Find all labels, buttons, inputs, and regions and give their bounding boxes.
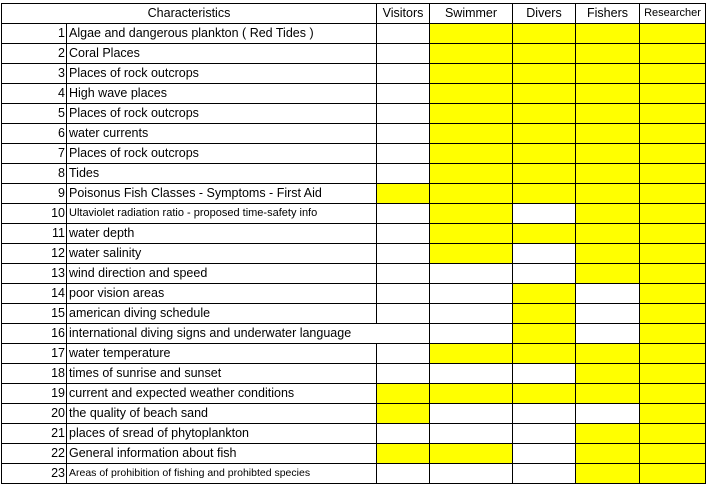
row-number: 22 xyxy=(2,444,67,464)
cell-swimmer-marked xyxy=(430,344,513,364)
cell-divers-empty xyxy=(513,264,576,284)
cell-swimmer-marked xyxy=(430,124,513,144)
cell-swimmer-empty xyxy=(430,284,513,304)
cell-swimmer-marked xyxy=(430,64,513,84)
cell-divers-empty xyxy=(513,364,576,384)
cell-fishers-marked xyxy=(576,424,640,444)
row-characteristic: Areas of prohibition of fishing and prohibted species xyxy=(67,464,377,484)
row-characteristic: General information about fish xyxy=(67,444,377,464)
row-characteristic: current and expected weather conditions xyxy=(67,384,377,404)
cell-visitors-empty xyxy=(377,164,430,184)
row-number: 12 xyxy=(2,244,67,264)
cell-swimmer-marked xyxy=(430,164,513,184)
table-row xyxy=(2,264,706,284)
cell-divers-marked xyxy=(513,184,576,204)
cell-swimmer-marked xyxy=(430,24,513,44)
row-number: 4 xyxy=(2,84,67,104)
row-characteristic: Ultaviolet radiation ratio - proposed time-safety info xyxy=(67,204,377,224)
table-row xyxy=(2,424,706,444)
row-characteristic: water temperature xyxy=(67,344,377,364)
cell-fishers-marked xyxy=(576,104,640,124)
cell-fishers-marked xyxy=(576,184,640,204)
cell-visitors-empty xyxy=(377,144,430,164)
table-row xyxy=(2,444,706,464)
cell-divers-marked xyxy=(513,144,576,164)
row-characteristic: wind direction and speed xyxy=(67,264,377,284)
cell-researcher-marked xyxy=(640,184,706,204)
cell-divers-marked xyxy=(513,24,576,44)
cell-divers-empty xyxy=(513,464,576,484)
row-number: 6 xyxy=(2,124,67,144)
cell-visitors-empty xyxy=(377,464,430,484)
table-row xyxy=(2,144,706,164)
cell-visitors-empty xyxy=(377,24,430,44)
cell-swimmer-marked xyxy=(430,444,513,464)
header-researcher: Researcher xyxy=(640,4,706,24)
row-number: 21 xyxy=(2,424,67,444)
cell-divers-marked xyxy=(513,164,576,184)
cell-divers-marked xyxy=(513,104,576,124)
cell-fishers-marked xyxy=(576,24,640,44)
cell-swimmer-marked xyxy=(430,204,513,224)
row-characteristic: water salinity xyxy=(67,244,377,264)
cell-fishers-marked xyxy=(576,224,640,244)
cell-divers-marked xyxy=(513,284,576,304)
cell-swimmer-empty xyxy=(430,404,513,424)
cell-fishers-empty xyxy=(576,404,640,424)
table-row xyxy=(2,384,706,404)
cell-visitors-empty xyxy=(377,44,430,64)
cell-visitors-empty xyxy=(377,344,430,364)
cell-divers-marked xyxy=(513,44,576,64)
row-number: 7 xyxy=(2,144,67,164)
row-number: 3 xyxy=(2,64,67,84)
cell-researcher-marked xyxy=(640,304,706,324)
row-characteristic: Places of rock outcrops xyxy=(67,64,377,84)
header-characteristics: Characteristics xyxy=(2,4,377,24)
cell-researcher-marked xyxy=(640,324,706,344)
cell-fishers-empty xyxy=(576,284,640,304)
cell-fishers-marked xyxy=(576,44,640,64)
cell-visitors-marked xyxy=(377,444,430,464)
row-characteristic: places of sread of phytoplankton xyxy=(67,424,377,444)
row-number: 9 xyxy=(2,184,67,204)
row-number: 1 xyxy=(2,24,67,44)
header-row xyxy=(2,4,706,24)
cell-divers-marked xyxy=(513,344,576,364)
cell-researcher-marked xyxy=(640,384,706,404)
cell-fishers-empty xyxy=(576,324,640,344)
table-row xyxy=(2,64,706,84)
cell-researcher-marked xyxy=(640,424,706,444)
row-number: 19 xyxy=(2,384,67,404)
row-characteristic: Coral Places xyxy=(67,44,377,64)
row-characteristic: Places of rock outcrops xyxy=(67,104,377,124)
cell-visitors-empty xyxy=(377,104,430,124)
table-row xyxy=(2,184,706,204)
cell-fishers-empty xyxy=(576,304,640,324)
row-characteristic: the quality of beach sand xyxy=(67,404,377,424)
cell-swimmer-empty xyxy=(430,424,513,444)
cell-divers-empty xyxy=(513,444,576,464)
cell-researcher-marked xyxy=(640,204,706,224)
row-number: 11 xyxy=(2,224,67,244)
cell-fishers-marked xyxy=(576,344,640,364)
cell-swimmer-empty xyxy=(430,364,513,384)
row-characteristic: times of sunrise and sunset xyxy=(67,364,377,384)
cell-visitors-empty xyxy=(377,64,430,84)
row-number: 10 xyxy=(2,204,67,224)
table-row xyxy=(2,104,706,124)
cell-fishers-marked xyxy=(576,84,640,104)
table-row xyxy=(2,244,706,264)
cell-visitors-marked xyxy=(377,184,430,204)
row-characteristic: Algae and dangerous plankton ( Red Tides ) xyxy=(67,24,377,44)
table-row xyxy=(2,344,706,364)
row-number: 20 xyxy=(2,404,67,424)
cell-researcher-marked xyxy=(640,124,706,144)
row-characteristic: High wave places xyxy=(67,84,377,104)
header-fishers: Fishers xyxy=(576,4,640,24)
cell-swimmer-marked xyxy=(430,244,513,264)
cell-fishers-marked xyxy=(576,264,640,284)
cell-fishers-marked xyxy=(576,364,640,384)
cell-visitors-empty xyxy=(377,284,430,304)
cell-researcher-marked xyxy=(640,144,706,164)
cell-researcher-marked xyxy=(640,264,706,284)
row-characteristic: Tides xyxy=(67,164,377,184)
row-number: 17 xyxy=(2,344,67,364)
table-row xyxy=(2,404,706,424)
cell-divers-empty xyxy=(513,204,576,224)
cell-fishers-marked xyxy=(576,464,640,484)
cell-visitors-empty xyxy=(377,364,430,384)
cell-visitors-marked xyxy=(377,404,430,424)
table-row xyxy=(2,124,706,144)
cell-divers-empty xyxy=(513,244,576,264)
row-characteristic: international diving signs and underwater language xyxy=(67,324,430,344)
cell-fishers-marked xyxy=(576,384,640,404)
cell-divers-marked xyxy=(513,324,576,344)
cell-divers-marked xyxy=(513,64,576,84)
cell-researcher-marked xyxy=(640,164,706,184)
cell-researcher-marked xyxy=(640,444,706,464)
cell-swimmer-marked xyxy=(430,384,513,404)
row-characteristic: water depth xyxy=(67,224,377,244)
cell-researcher-marked xyxy=(640,24,706,44)
cell-divers-empty xyxy=(513,404,576,424)
cell-visitors-empty xyxy=(377,84,430,104)
table-row xyxy=(2,464,706,484)
cell-swimmer-empty xyxy=(430,324,513,344)
cell-researcher-marked xyxy=(640,84,706,104)
cell-researcher-marked xyxy=(640,44,706,64)
cell-fishers-marked xyxy=(576,204,640,224)
cell-fishers-marked xyxy=(576,444,640,464)
cell-researcher-marked xyxy=(640,364,706,384)
table-row xyxy=(2,164,706,184)
row-number: 15 xyxy=(2,304,67,324)
row-number: 16 xyxy=(2,324,67,344)
cell-divers-marked xyxy=(513,84,576,104)
cell-visitors-empty xyxy=(377,224,430,244)
cell-visitors-empty xyxy=(377,124,430,144)
table-row xyxy=(2,364,706,384)
header-swimmer: Swimmer xyxy=(430,4,513,24)
row-number: 14 xyxy=(2,284,67,304)
cell-fishers-marked xyxy=(576,244,640,264)
row-characteristic: american diving schedule xyxy=(67,304,377,324)
cell-researcher-marked xyxy=(640,404,706,424)
cell-fishers-marked xyxy=(576,164,640,184)
cell-divers-marked xyxy=(513,384,576,404)
cell-swimmer-marked xyxy=(430,84,513,104)
row-characteristic: Poisonus Fish Classes - Symptoms - First Aid xyxy=(67,184,377,204)
row-characteristic: poor vision areas xyxy=(67,284,377,304)
cell-divers-marked xyxy=(513,124,576,144)
cell-swimmer-marked xyxy=(430,184,513,204)
row-number: 23 xyxy=(2,464,67,484)
table-body xyxy=(2,24,706,484)
table-row xyxy=(2,44,706,64)
characteristics-table xyxy=(1,3,706,484)
cell-divers-marked xyxy=(513,304,576,324)
row-number: 8 xyxy=(2,164,67,184)
cell-researcher-marked xyxy=(640,464,706,484)
cell-swimmer-empty xyxy=(430,464,513,484)
table-row xyxy=(2,284,706,304)
table-row xyxy=(2,324,706,344)
row-characteristic: water currents xyxy=(67,124,377,144)
row-number: 5 xyxy=(2,104,67,124)
cell-divers-marked xyxy=(513,224,576,244)
row-characteristic: Places of rock outcrops xyxy=(67,144,377,164)
cell-researcher-marked xyxy=(640,244,706,264)
row-number: 18 xyxy=(2,364,67,384)
cell-fishers-marked xyxy=(576,64,640,84)
header-visitors: Visitors xyxy=(377,4,430,24)
cell-visitors-empty xyxy=(377,264,430,284)
table-row xyxy=(2,224,706,244)
cell-swimmer-marked xyxy=(430,144,513,164)
cell-swimmer-empty xyxy=(430,264,513,284)
header-divers: Divers xyxy=(513,4,576,24)
cell-visitors-marked xyxy=(377,384,430,404)
cell-swimmer-marked xyxy=(430,104,513,124)
cell-visitors-empty xyxy=(377,424,430,444)
table-row xyxy=(2,24,706,44)
cell-fishers-marked xyxy=(576,124,640,144)
cell-divers-empty xyxy=(513,424,576,444)
cell-fishers-marked xyxy=(576,144,640,164)
cell-researcher-marked xyxy=(640,284,706,304)
row-number: 2 xyxy=(2,44,67,64)
cell-visitors-empty xyxy=(377,304,430,324)
cell-visitors-empty xyxy=(377,244,430,264)
cell-swimmer-marked xyxy=(430,44,513,64)
cell-researcher-marked xyxy=(640,224,706,244)
cell-swimmer-empty xyxy=(430,304,513,324)
table-row xyxy=(2,204,706,224)
cell-swimmer-marked xyxy=(430,224,513,244)
table-row xyxy=(2,84,706,104)
cell-researcher-marked xyxy=(640,64,706,84)
table-row xyxy=(2,304,706,324)
cell-visitors-empty xyxy=(377,204,430,224)
cell-researcher-marked xyxy=(640,344,706,364)
row-number: 13 xyxy=(2,264,67,284)
cell-researcher-marked xyxy=(640,104,706,124)
